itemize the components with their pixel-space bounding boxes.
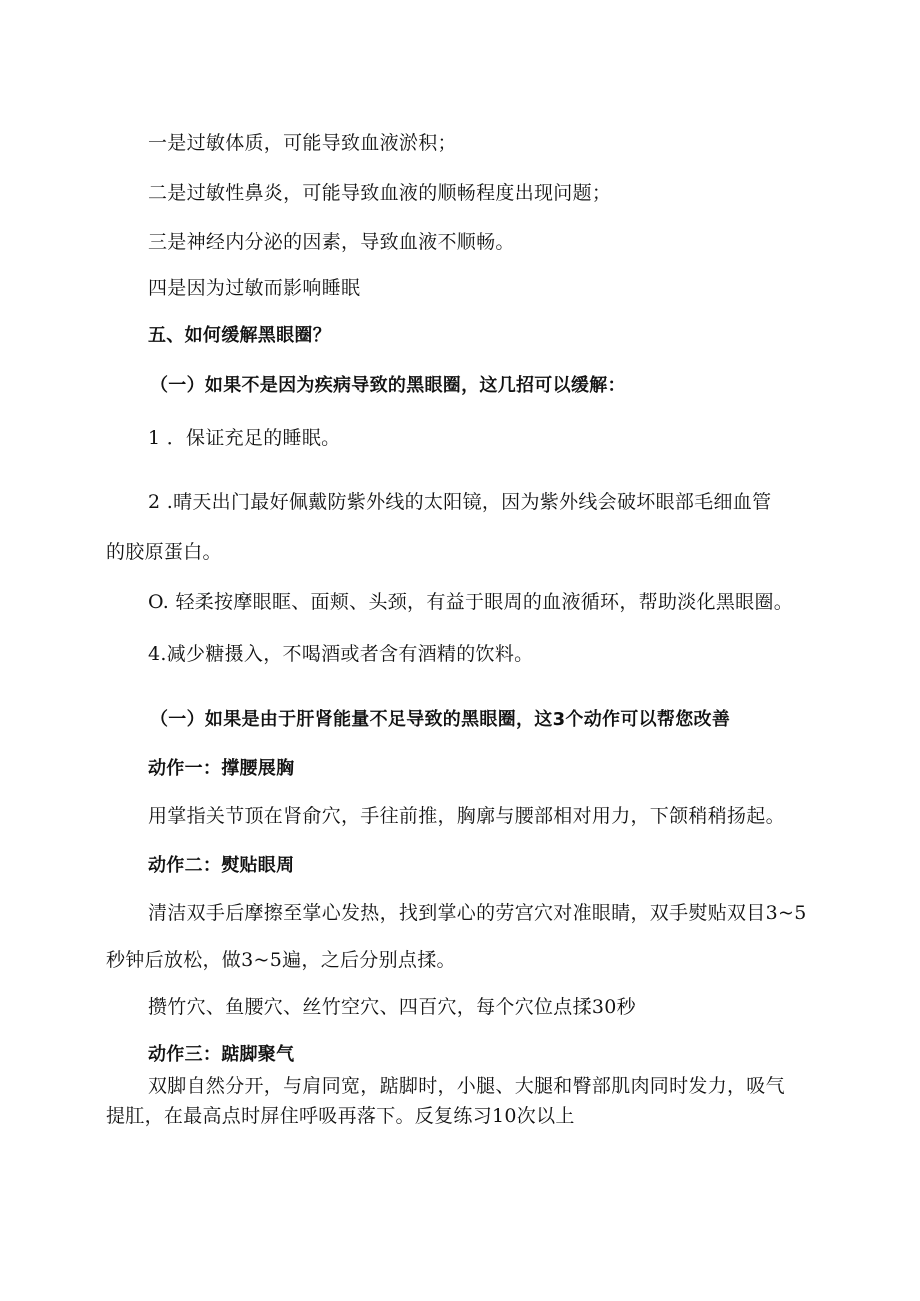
tip-1: 1 ．保证充足的睡眠。 <box>148 427 341 449</box>
cause-line-3: 三是神经内分泌的因素，导致血液不顺畅。 <box>148 231 515 253</box>
action2-text-3: 攒竹穴、鱼腰穴、丝竹空穴、四百穴，每个穴位点揉30秒 <box>148 996 636 1018</box>
tip-4: 4.减少糖摄入，不喝酒或者含有酒精的饮料。 <box>148 643 534 665</box>
action1-text: 用掌指关节顶在肾俞穴，手往前推，胸廓与腰部相对用力，下颌稍稍扬起。 <box>148 805 785 827</box>
action3-text-1: 双脚自然分开，与肩同宽，踮脚时，小腿、大腿和臀部肌肉同时发力，吸气 <box>148 1075 785 1097</box>
action3-text-2: 提肛，在最高点时屏住呼吸再落下。反复练习10次以上 <box>106 1105 575 1127</box>
action3-title: 动作三：踮脚聚气 <box>148 1044 295 1065</box>
action2-text-2: 秒钟后放松，做3~5遍，之后分别点揉。 <box>106 949 456 971</box>
action1-title: 动作一：撑腰展胸 <box>148 758 295 779</box>
subsection1-title: （一）如果不是因为疾病导致的黑眼圈，这几招可以缓解： <box>150 375 626 396</box>
tip-3: O. 轻柔按摩眼眶、面颊、头颈，有益于眼周的血液循环，帮助淡化黑眼圈。 <box>148 591 794 613</box>
cause-line-4: 四是因为过敏而影响睡眠 <box>148 277 361 299</box>
subsection2-title: （一）如果是由于肝肾能量不足导致的黑眼圈，这3个动作可以帮您改善 <box>150 709 731 730</box>
cause-line-1: 一是过敏体质，可能导致血液淤积； <box>148 132 457 154</box>
tip-2-continued: 的胶原蛋白。 <box>106 541 222 563</box>
section5-title: 五、如何缓解黑眼圈？ <box>148 325 331 346</box>
tip-2: 2 .晴天出门最好佩戴防紫外线的太阳镜，因为紫外线会破坏眼部毛细血管 <box>148 491 772 513</box>
action2-title: 动作二：熨贴眼周 <box>148 855 295 876</box>
cause-line-2: 二是过敏性鼻炎，可能导致血液的顺畅程度出现问题； <box>148 182 612 204</box>
action2-text-1: 清洁双手后摩擦至掌心发热，找到掌心的劳宫穴对准眼睛，双手熨贴双目3~5 <box>148 902 807 924</box>
